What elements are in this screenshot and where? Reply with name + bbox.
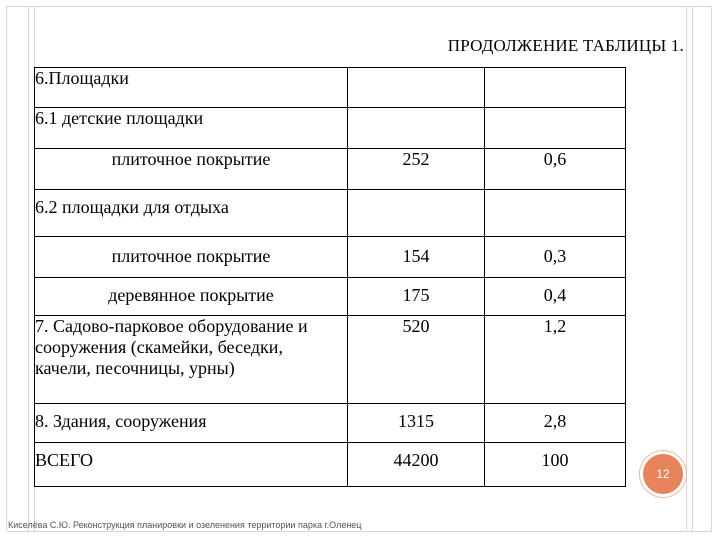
row-label: 7. Садово-парковое оборудование и сооружения (скамейки, беседки, качели, песочницы, урны) — [35, 316, 348, 404]
row-value: 175 — [348, 278, 485, 316]
table-row — [35, 316, 626, 404]
row-share: 2,8 — [485, 404, 626, 443]
row-share — [485, 68, 626, 108]
table-row — [35, 237, 626, 278]
row-share: 0,6 — [485, 149, 626, 190]
decor-line — [28, 6, 29, 532]
row-value — [348, 190, 485, 237]
row-label: 6.1 детские площадки — [35, 108, 348, 149]
row-share: 0,3 — [485, 237, 626, 278]
table-row — [35, 278, 626, 316]
data-table — [34, 67, 626, 487]
row-label: деревянное покрытие — [35, 278, 348, 316]
row-share: 0,4 — [485, 278, 626, 316]
table-row — [35, 108, 626, 149]
row-label: 8. Здания, сооружения — [35, 404, 348, 443]
decor-line — [692, 6, 693, 532]
page-number-badge: 12 — [640, 451, 686, 497]
table-row — [35, 149, 626, 190]
row-value: 252 — [348, 149, 485, 190]
row-label: плиточное покрытие — [35, 237, 348, 278]
row-share: 1,2 — [485, 316, 626, 404]
decor-line — [686, 6, 687, 532]
row-value — [348, 68, 485, 108]
row-label: ВСЕГО — [35, 443, 348, 487]
row-share: 100 — [485, 443, 626, 487]
table-row — [35, 68, 626, 108]
row-value: 1315 — [348, 404, 485, 443]
row-value: 44200 — [348, 443, 485, 487]
row-value: 154 — [348, 237, 485, 278]
table-continuation-heading: ПРОДОЛЖЕНИЕ ТАБЛИЦЫ 1. — [447, 36, 684, 55]
footer-caption: Киселёва С.Ю. Реконструкция планировки и озеленения территории парка г.Оленец — [8, 520, 362, 530]
row-value — [348, 108, 485, 149]
row-share — [485, 108, 626, 149]
row-label: 6.Площадки — [35, 68, 348, 108]
table-row — [35, 404, 626, 443]
row-label: плиточное покрытие — [35, 149, 348, 190]
table-row — [35, 443, 626, 487]
row-label: 6.2 площадки для отдыха — [35, 190, 348, 237]
table-row — [35, 190, 626, 237]
row-share — [485, 190, 626, 237]
row-value: 520 — [348, 316, 485, 404]
